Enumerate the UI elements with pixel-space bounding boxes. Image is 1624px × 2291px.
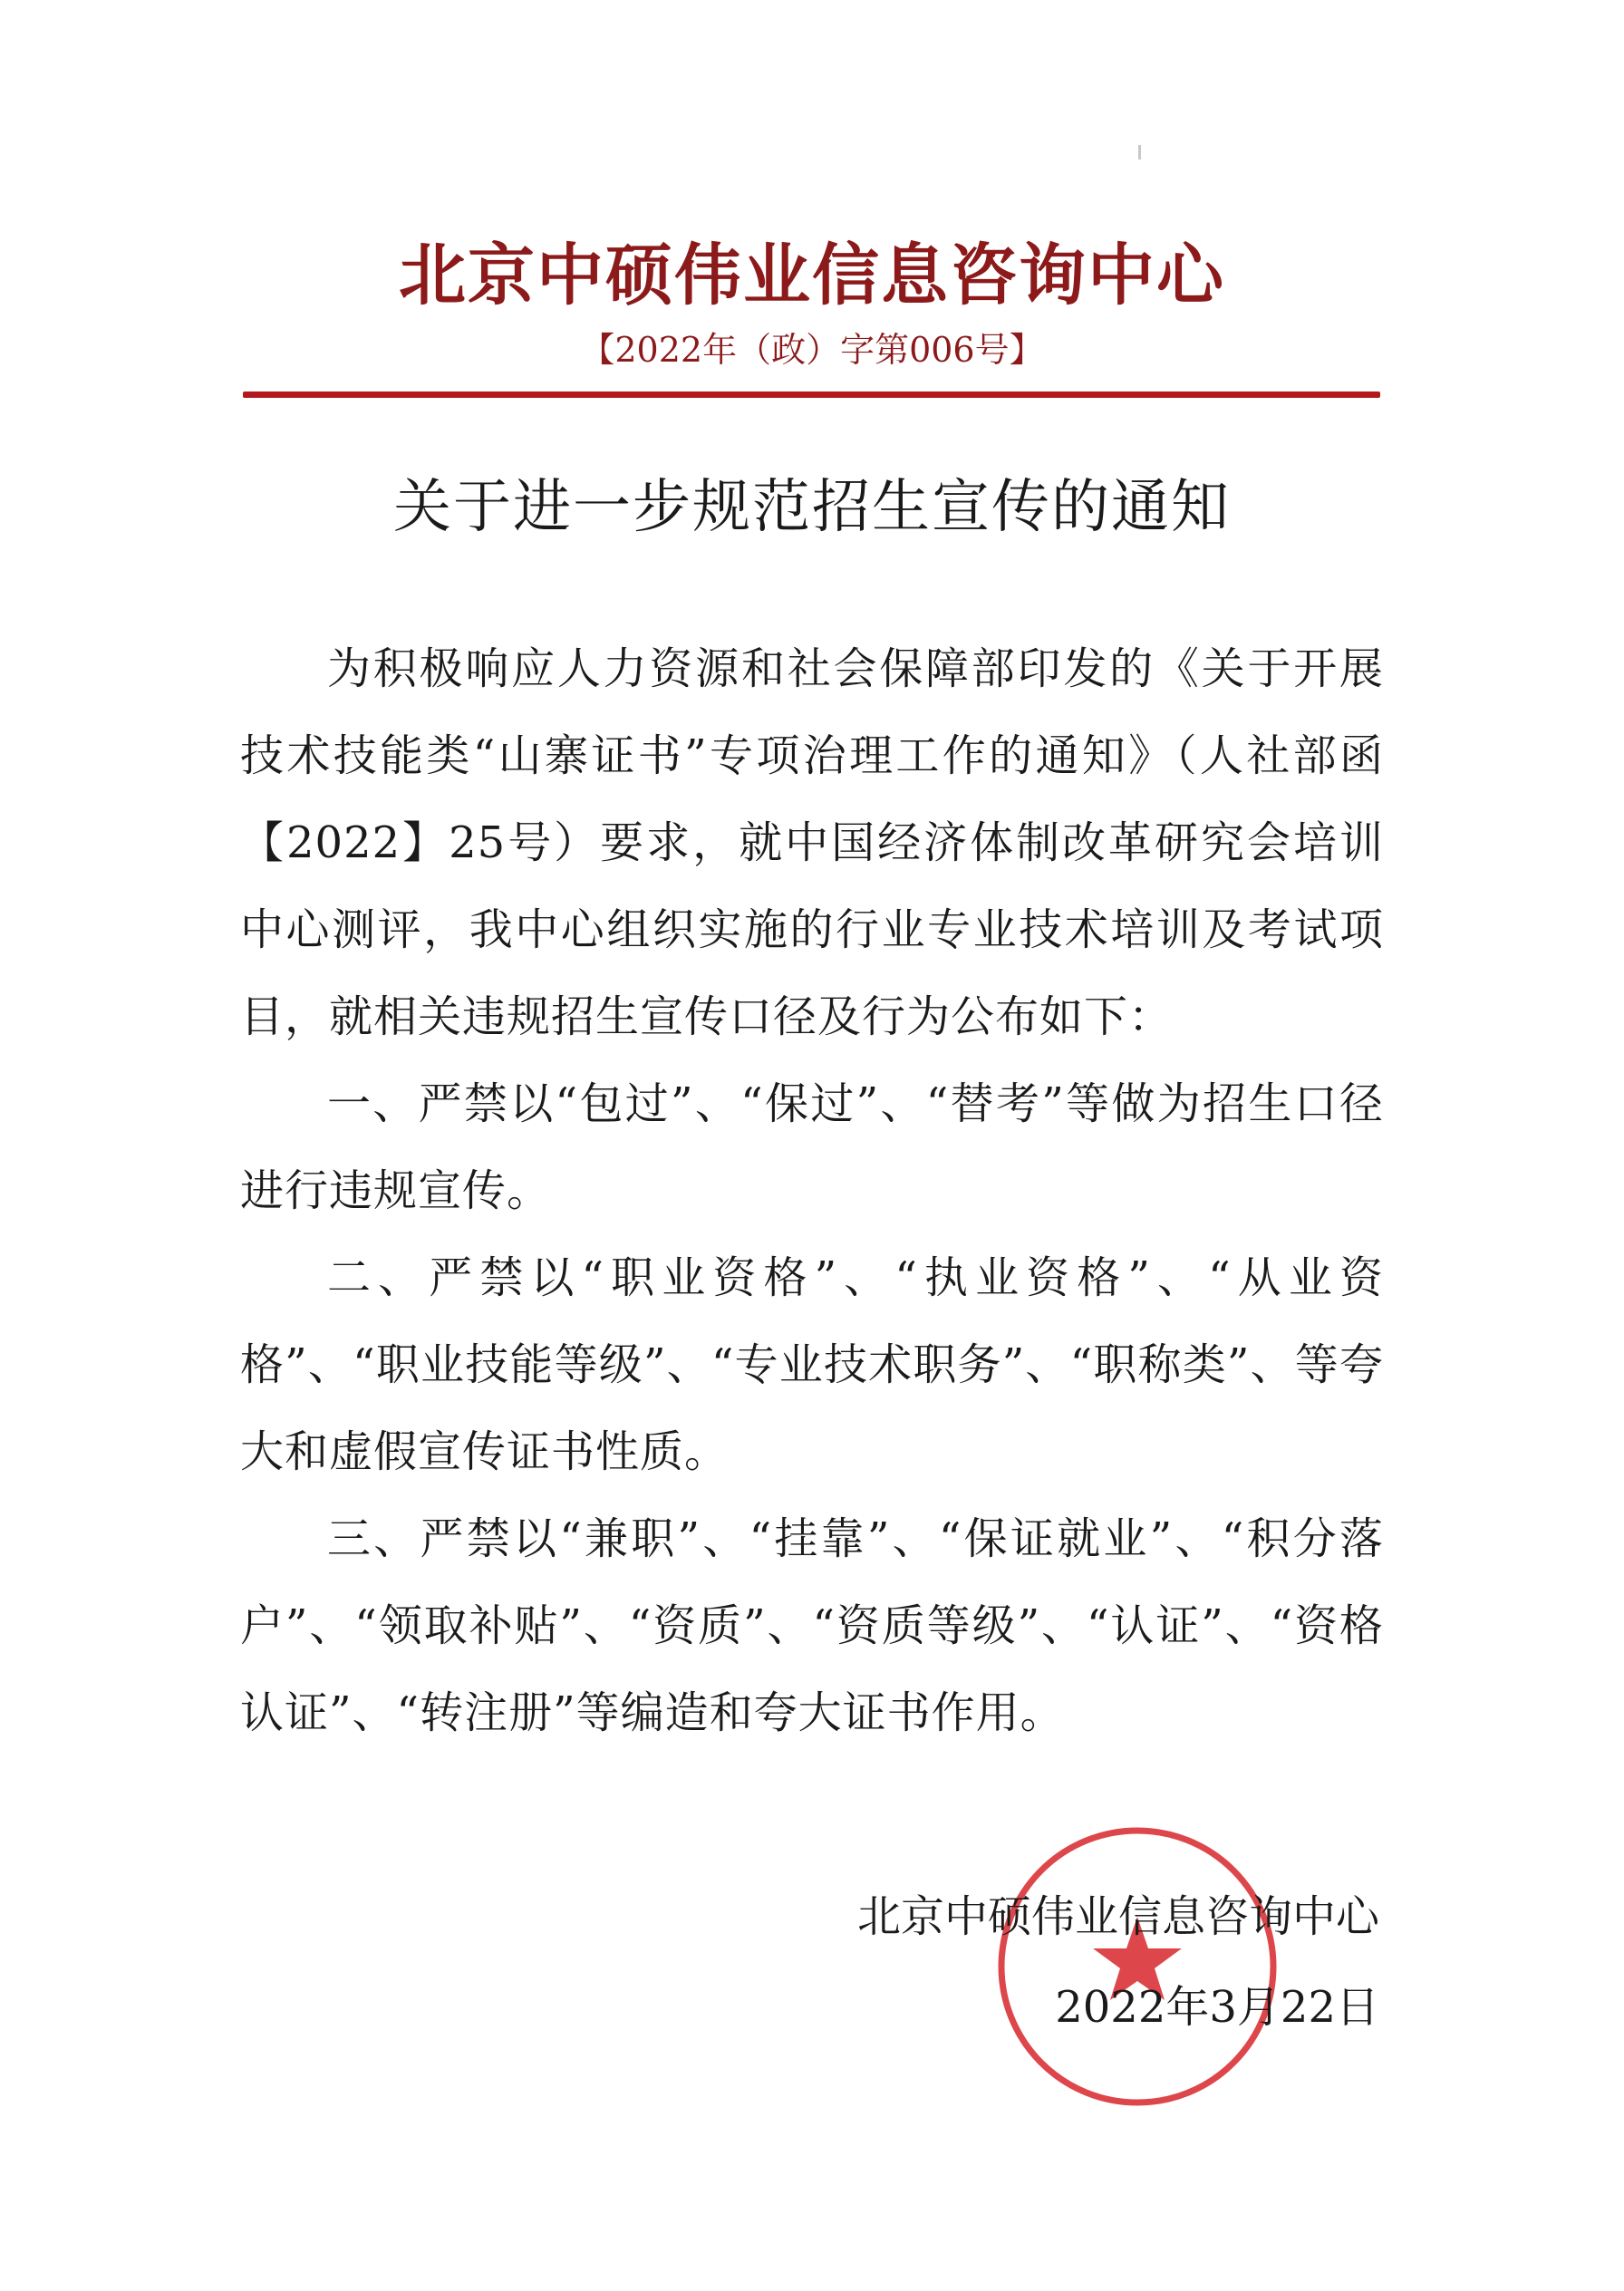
- rule-paragraph-1: 一、严禁以“包过”、“保过”、“替考”等做为招生口径进行违规宣传。: [240, 1078, 1384, 1216]
- rule-paragraph-3: 三、严禁以“兼职”、“挂靠”、“保证就业”、“积分落户”、“领取补贴”、“资质”、“资质等级”、“认证”、“资格认证”、“转注册”等编造和夸大证书作用。: [240, 1513, 1384, 1738]
- scan-mark: [1138, 145, 1141, 160]
- signature-org-name: 北京中硕伟业信息咨询中心: [856, 1891, 1379, 1942]
- intro-paragraph: 为积极响应人力资源和社会保障部印发的《关于开展技术技能类“山寨证书”专项治理工作的通知》（人社部函【2022】25号）要求，就中国经济体制改革研究会培训中心测评，我中心组织实施的行业专业技术培训及考试项目，就相关违规招生宣传口径及行为公布如下：: [240, 643, 1384, 1042]
- rule-paragraph-2: 二、严禁以“职业资格”、“执业资格”、“从业资格”、“职业技能等级”、“专业技术职务”、“职称类”、等夸大和虚假宣传证书性质。: [240, 1252, 1384, 1477]
- signature-block: [799, 1871, 1379, 2053]
- signature-date: 2022年3月22日: [1055, 1982, 1379, 2033]
- header-org-name: 北京中硕伟业信息咨询中心: [399, 237, 1225, 314]
- header-red-rule: [243, 392, 1380, 398]
- document-number: 【2022年（政）字第006号】: [580, 330, 1044, 370]
- notice-title: 关于进一步规范招生宣传的通知: [393, 474, 1231, 541]
- notice-body: [240, 625, 1384, 1756]
